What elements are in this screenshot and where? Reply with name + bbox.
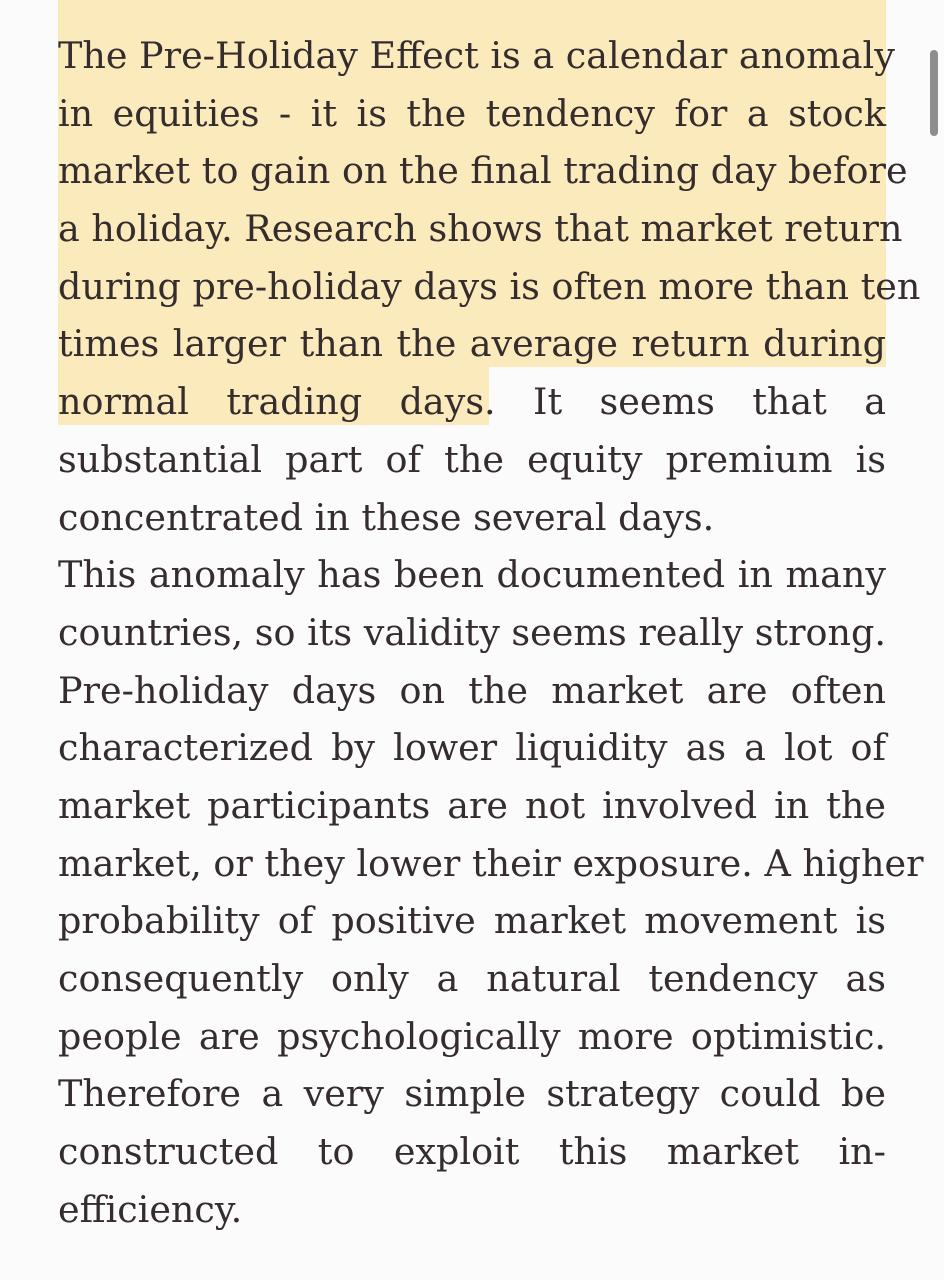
article-line: This anomaly has been documented in many [58,553,886,597]
article-line: The Pre-Holiday Effect is a calendar anomaly [58,34,895,77]
article-line: countries, so its validity seems really strong. [58,610,886,654]
article-line: people are psychologically more optimistic. [58,1014,886,1058]
article-line: times larger than the average return during [58,322,886,366]
scrollbar-thumb[interactable] [930,50,938,136]
article-line: substantial part of the equity premium is [58,437,886,481]
article-line: during pre-holiday days is often more than ten [58,264,921,308]
article-body [58,27,924,1238]
article-line: market participants are not involved in the [58,783,886,827]
article-line: Pre-holiday days on the market are often [58,668,886,712]
article-line: characterized by lower liquidity as a lot of [58,726,886,770]
article-line: market to gain on the final trading day before [58,149,908,193]
article-line: consequently only a natural tendency as [58,957,886,1000]
article-line: Therefore a very simple strategy could be [58,1072,886,1116]
article-line: in equities - it is the tendency for a stock [58,91,886,135]
article-line: market, or they lower their exposure. A higher [58,841,924,885]
article-line: probability of positive market movement is [58,899,886,943]
article-line: constructed to exploit this market in- [58,1130,886,1174]
article-line: normal trading days. It seems that a [58,380,886,424]
article-line: a holiday. Research shows that market return [58,207,903,251]
article-line: efficiency. [58,1187,243,1231]
article-line: concentrated in these several days. [58,495,715,539]
